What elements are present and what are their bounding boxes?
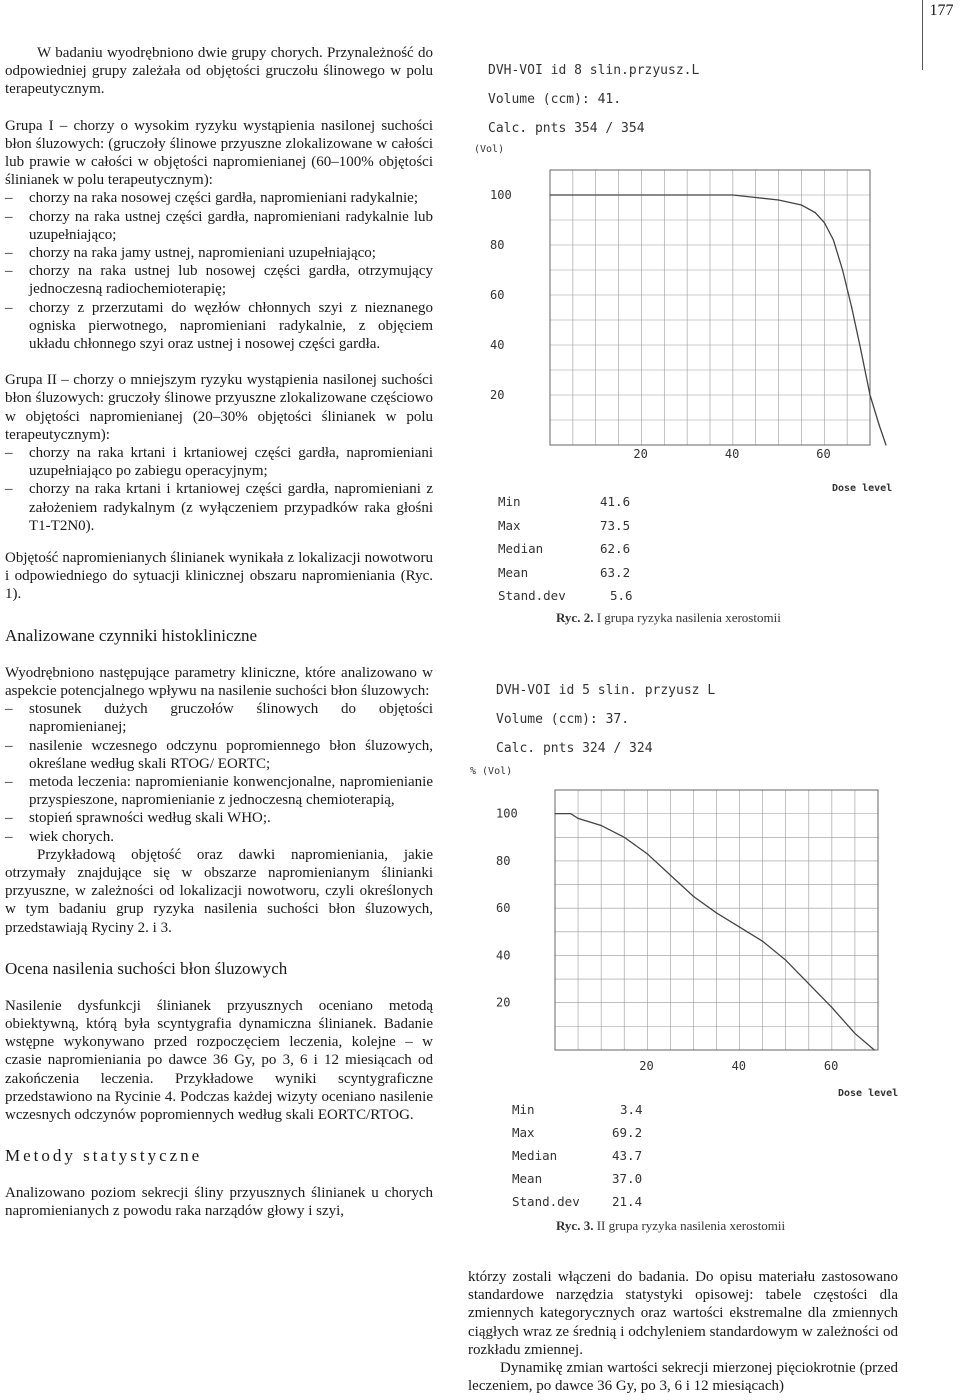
data-point xyxy=(732,194,733,195)
right-column xyxy=(468,1268,898,1395)
x-tick-label: 20 xyxy=(639,1059,654,1073)
list-item: – stopień sprawności według skali WHO;. xyxy=(5,809,433,827)
data-point xyxy=(833,239,834,240)
page-number: 177 xyxy=(922,0,960,70)
list-item: – wiek chorych. xyxy=(5,828,433,846)
data-point xyxy=(785,960,786,961)
x-tick-label: 60 xyxy=(816,447,831,461)
stats-row: Max 69.2 xyxy=(512,1125,643,1140)
paragraph: W badaniu wyodrębniono dwie grupy chorych. Przynależność do odpowiedniej grupy zależała od objętości gruczołu ślinowego w polu terapeutycznym. xyxy=(5,45,433,98)
paragraph: którzy zostali włączeni do badania. Do opisu materiału zastosowano standardowe narzędzia statystyki opisowej: tabele częstości dla zmiennych kategorycznych oraz wartości ekstremalne dla zmiennych ciągłych wraz ze średnią i odchyleniem standardowym w zależności od rozkładu zmiennej. xyxy=(468,1269,898,1358)
list-item: – chorzy na raka ustnej części gardła, napromieniani radykalnie lub uzupełniająco; xyxy=(5,208,433,244)
stats-table xyxy=(498,490,633,608)
x-tick-label: 40 xyxy=(724,447,740,461)
data-point xyxy=(879,424,880,425)
data-point xyxy=(851,307,852,308)
paragraph: Grupa II – chorzy o mniejszym ryzyku wystąpienia nasilonej suchości błon śluzowych: gruczoły ślinowe przyuszne zlokalizowane częściowo w objętości napromienianej (20–30% objętości ślinianek w polu terapeutycznym): xyxy=(5,372,433,443)
dvh-chart-3 xyxy=(460,670,910,1080)
calc-points-label: Calc. pnts 354 / 354 xyxy=(488,121,645,136)
volume-label: Volume (ccm): 37. xyxy=(496,712,630,727)
list-item: – chorzy na raka jamy ustnej, napromieniani uzupełniająco; xyxy=(5,244,433,262)
stats-row: Median 43.7 xyxy=(512,1148,643,1163)
data-point xyxy=(831,1007,832,1008)
data-point xyxy=(801,204,802,205)
list-item: – metoda leczenia: napromienianie konwencjonalne, napromienianie przyspieszone, napromienianie z jednoczesną chemioterapią, xyxy=(5,773,433,809)
figure-caption: Ryc. 2. I grupa ryzyka nasilenia xerostomii xyxy=(556,610,781,625)
stats-table xyxy=(512,1098,643,1213)
stats-row: Stand.dev 5.6 xyxy=(498,588,633,603)
figure-caption: Ryc. 3. II grupa ryzyka nasilenia xerostomii xyxy=(556,1218,786,1233)
x-axis-label: Dose level xyxy=(838,1088,899,1099)
section-heading: Ocena nasilenia suchości błon śluzowych xyxy=(5,958,288,978)
left-column xyxy=(5,44,433,1221)
x-axis-label: Dose level xyxy=(832,483,893,494)
stats-row: Stand.dev 21.4 xyxy=(512,1194,643,1209)
stats-row: Mean 37.0 xyxy=(512,1171,643,1186)
paragraph: Objętość napromienianych ślinianek wynikała z lokalizacji nowotworu i odpowiedniego do sytuacji klinicznej obszaru napromieniania (Ryc. 1). xyxy=(5,550,433,603)
data-point xyxy=(874,1049,875,1050)
data-point xyxy=(647,853,648,854)
y-tick-label: 60 xyxy=(490,288,505,302)
section-heading: Analizowane czynniki histokliniczne xyxy=(5,625,258,645)
y-tick-label: 100 xyxy=(496,806,518,821)
data-point xyxy=(739,926,740,927)
data-point xyxy=(762,941,763,942)
paragraph: Grupa I – chorzy o wysokim ryzyku wystąpienia nasilonej suchości błon śluzowych: (gruczoły ślinowe przyuszne zlokalizowane w całości lub prawie w całości w objętości napromienianej (60–100% objętości ślinianek w polu terapeutycznym): xyxy=(5,117,433,189)
group-1-list xyxy=(5,189,433,353)
dvh-header: DVH-VOI id 8 slin.przyusz.L xyxy=(488,63,700,78)
data-point xyxy=(601,825,602,826)
volume-label: Volume (ccm): 41. xyxy=(488,92,622,107)
stats-row: Median 62.6 xyxy=(498,541,631,556)
list-item: – nasilenie wczesnego odczynu popromiennego błon śluzowych, określane według skali RTOG/ EORTC; xyxy=(5,737,433,773)
dvh-header: DVH-VOI id 5 slin. przyusz L xyxy=(496,683,716,698)
dvh-chart-2 xyxy=(460,50,910,470)
parameters-list xyxy=(5,700,433,846)
data-point xyxy=(824,222,825,223)
data-point xyxy=(842,269,843,270)
section-heading: Metody statystyczne xyxy=(5,1146,203,1166)
data-point xyxy=(778,199,779,200)
stats-row: Max 73.5 xyxy=(498,517,631,533)
y-tick-label: 80 xyxy=(490,238,505,252)
paragraph: Wyodrębniono następujące parametry kliniczne, które analizowano w aspekcie potencjalnego wpływu na nasilenie suchości błon śluzowych: xyxy=(5,664,433,699)
calc-points-label: Calc. pnts 324 / 324 xyxy=(496,741,653,756)
stats-row: Min 41.6 xyxy=(498,494,631,509)
x-tick-label: 60 xyxy=(823,1059,839,1073)
list-item: – stosunek dużych gruczołów ślinowych do objętości napromienianej; xyxy=(5,700,433,736)
data-point xyxy=(577,818,578,819)
paragraph: Przykładową objętość oraz dawki napromieniania, jakie otrzymały znajdujące się w obszarze napromienianym ślinianki przyuszne, w zależności od lokalizacji nowotworu, czyli określonych w tym badaniu grup ryzyka nasilenia suchości błon śluzowych, przedstawiają Ryciny 2. i 3. xyxy=(5,846,433,936)
data-point xyxy=(716,912,717,913)
y-tick-label: 20 xyxy=(496,995,511,1010)
list-item: – chorzy na raka nosowej części gardła, napromieniani radykalnie; xyxy=(5,189,433,207)
data-point xyxy=(815,212,816,213)
y-tick-label: 40 xyxy=(496,948,511,963)
data-point xyxy=(693,896,694,897)
x-tick-label: 20 xyxy=(633,447,648,461)
list-item: – chorzy z przerzutami do węzłów chłonnych szyi z nieznanego ogniska pierwotnego, napromieniani radykalnie, z objęciem układu chłonnego szyi oraz ustnej i nosowej części gardła. xyxy=(5,299,433,354)
paragraph: Analizowano poziom sekrecji śliny przyusznych ślinianek u chorych napromienianych z powodu raka narządów głowy i szyi, xyxy=(5,1185,433,1220)
group-2-list xyxy=(5,444,433,535)
data-point xyxy=(869,394,870,395)
data-point xyxy=(554,813,555,814)
x-tick-label: 40 xyxy=(731,1059,747,1073)
list-item: – chorzy na raka ustnej lub nosowej części gardła, otrzymujący jednoczesną radiochemioterapię; xyxy=(5,262,433,298)
data-point xyxy=(624,837,625,838)
data-point xyxy=(808,983,809,984)
paragraph: Nasilenie dysfunkcji ślinianek przyusznych oceniano metodą obiektywną, którą była scyntygrafia dynamiczna ślinianek. Badanie wstępne wykonywano przed rozpoczęciem leczenia, kolejne – w czasie napromieniania po dawce 36 Gy, po 3, 6 i 12 miesiącach od zakończenia leczenia. Przykładowe wyniki scyntygraficzne przedstawiono na Rycinie 4. Podczas każdej wizyty oceniano nasilenie wczesnych odczynów popromiennych według skali EORTC/RTOG. xyxy=(5,997,433,1123)
y-tick-label: 60 xyxy=(496,901,511,916)
list-item: – chorzy na raka krtani i krtaniowej części gardła, napromieniani z założeniem radykalnym (z wyłączeniem przypadków raka głośni T1-T2N0). xyxy=(5,480,433,535)
figure-3 xyxy=(460,670,910,1240)
data-point xyxy=(885,444,886,445)
y-tick-label: 80 xyxy=(496,853,511,868)
data-point xyxy=(670,874,671,875)
data-point xyxy=(755,197,756,198)
y-tick-label: 100 xyxy=(490,188,512,202)
figure-2 xyxy=(460,50,910,630)
data-point xyxy=(549,194,550,195)
data-point xyxy=(854,1033,855,1034)
stats-row: Mean 63.2 xyxy=(498,564,631,580)
y-tick-label: 20 xyxy=(490,388,505,402)
y-axis-label: % (Vol) xyxy=(470,766,513,777)
y-axis-label: (Vol) xyxy=(474,144,505,155)
list-item: – chorzy na raka krtani i krtaniowej części gardła, napromieniani uzupełniająco po zabiegu operacyjnym; xyxy=(5,444,433,480)
data-point xyxy=(860,349,861,350)
y-tick-label: 40 xyxy=(490,338,505,352)
data-point xyxy=(570,813,571,814)
paragraph: Dynamikę zmian wartości sekrecji mierzonej pięciokrotnie (przed leczeniem, po dawce 36 Gy, po 3, 6 i 12 miesiącach) xyxy=(468,1360,898,1395)
stats-row: Min 3.4 xyxy=(512,1102,643,1117)
